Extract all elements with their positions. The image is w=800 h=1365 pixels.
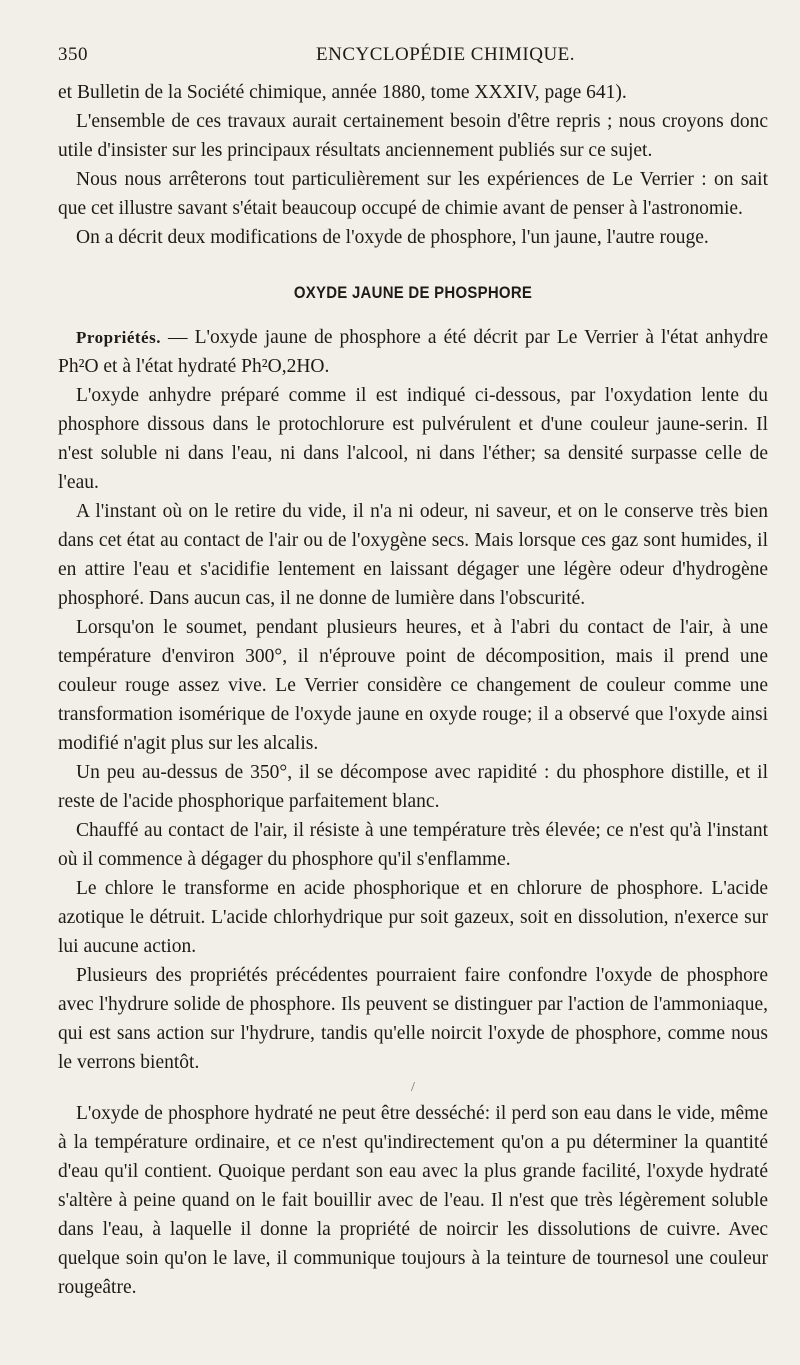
paragraph: L'oxyde de phosphore hydraté ne peut être desséché: il perd son eau dans le vide, même à la température ordinaire, et ce n'est qu'indirectement qu'on a pu déterminer la quantité d'eau qu'il contient. Quoique perdant son eau avec la plus grande facilité, l'oxyde hydraté s'altère à peine quand on le fait bouillir avec de l'eau. Il n'est que très légèrement soluble dans l'eau, à laquelle il donne la propriété de noircir les dissolutions de cuivre. Avec quelque soin qu'on le lave, il communique toujours à la teinture de tournesol une couleur rougeâtre. <box>58 1103 768 1298</box>
paragraph: A l'instant où on le retire du vide, il n'a ni odeur, ni saveur, et on le conserve très bien dans cet état au contact de l'air ou de l'oxygène secs. Mais lorsque ces gaz sont humides, il en attire l'eau et s'acidifie lentement en laissant dégager une légère odeur d'hydrogène phosphoré. Dans aucun cas, il ne donne de lumière dans l'obscurité. <box>58 501 768 609</box>
section-heading: OXYDE JAUNE DE PHOSPHORE <box>293 283 533 302</box>
page-number: 350 <box>58 44 88 65</box>
running-header <box>58 44 760 72</box>
paragraph: Nous nous arrêterons tout particulièrement sur les expériences de Le Verrier : on sait que cet illustre savant s'était beaucoup occupé de chimie avant de penser à l'astronomie. <box>58 169 768 219</box>
properties-paragraph <box>58 323 768 381</box>
paragraph: Lorsqu'on le soumet, pendant plusieurs heures, et à l'abri du contact de l'air, à une température d'environ 300°, il n'éprouve point de décomposition, mais il prend une couleur rouge assez vive. Le Verrier considère ce changement de couleur comme une transformation isomérique de l'oxyde jaune en oxyde rouge; il a observé que l'oxyde ainsi modifié n'agit plus sur les alcalis. <box>58 617 768 754</box>
properties-label: Propriétés. <box>76 328 161 347</box>
page-body <box>58 78 768 1302</box>
paragraph: Plusieurs des propriétés précédentes pourraient faire confondre l'oxyde de phosphore avec l'hydrure solide de phosphore. Ils peuvent se distinguer par l'action de l'ammoniaque, qui est sans action sur l'hydrure, tandis qu'elle noircit l'oxyde de phosphore, comme nous le verrons bientôt. <box>58 965 768 1073</box>
running-title: ENCYCLOPÉDIE CHIMIQUE. <box>316 44 576 65</box>
paragraph: et Bulletin de la Société chimique, année 1880, tome XXXIV, page 641). <box>58 82 627 103</box>
paragraph: Le chlore le transforme en acide phosphorique et en chlorure de phosphore. L'acide azotique le détruit. L'acide chlorhydrique pur soit gazeux, soit en dissolution, n'exerce sur lui aucune action. <box>58 878 768 957</box>
paragraph: Un peu au-dessus de 350°, il se décompose avec rapidité : du phosphore distille, et il reste de l'acide phosphorique parfaitement blanc. <box>58 762 768 812</box>
separator-mark: / <box>411 1080 415 1095</box>
properties-text: — L'oxyde jaune de phosphore a été décrit par Le Verrier à l'état anhydre Ph²O et à l'état hydraté Ph²O,2HO. <box>58 327 768 377</box>
paragraph: L'ensemble de ces travaux aurait certainement besoin d'être repris ; nous croyons donc utile d'insister sur les principaux résultats anciennement publiés sur ce sujet. <box>58 111 768 161</box>
paragraph: Chauffé au contact de l'air, il résiste à une température très élevée; ce n'est qu'à l'instant où il commence à dégager du phosphore qu'il s'enflamme. <box>58 820 768 870</box>
paragraph: On a décrit deux modifications de l'oxyde de phosphore, l'un jaune, l'autre rouge. <box>76 227 709 248</box>
paragraph: L'oxyde anhydre préparé comme il est indiqué ci-dessous, par l'oxydation lente du phosphore dissous dans le protochlorure est pulvérulent et d'une couleur jaune-serin. Il n'est soluble ni dans l'eau, ni dans l'alcool, ni dans l'éther; sa densité surpasse celle de l'eau. <box>58 385 768 493</box>
